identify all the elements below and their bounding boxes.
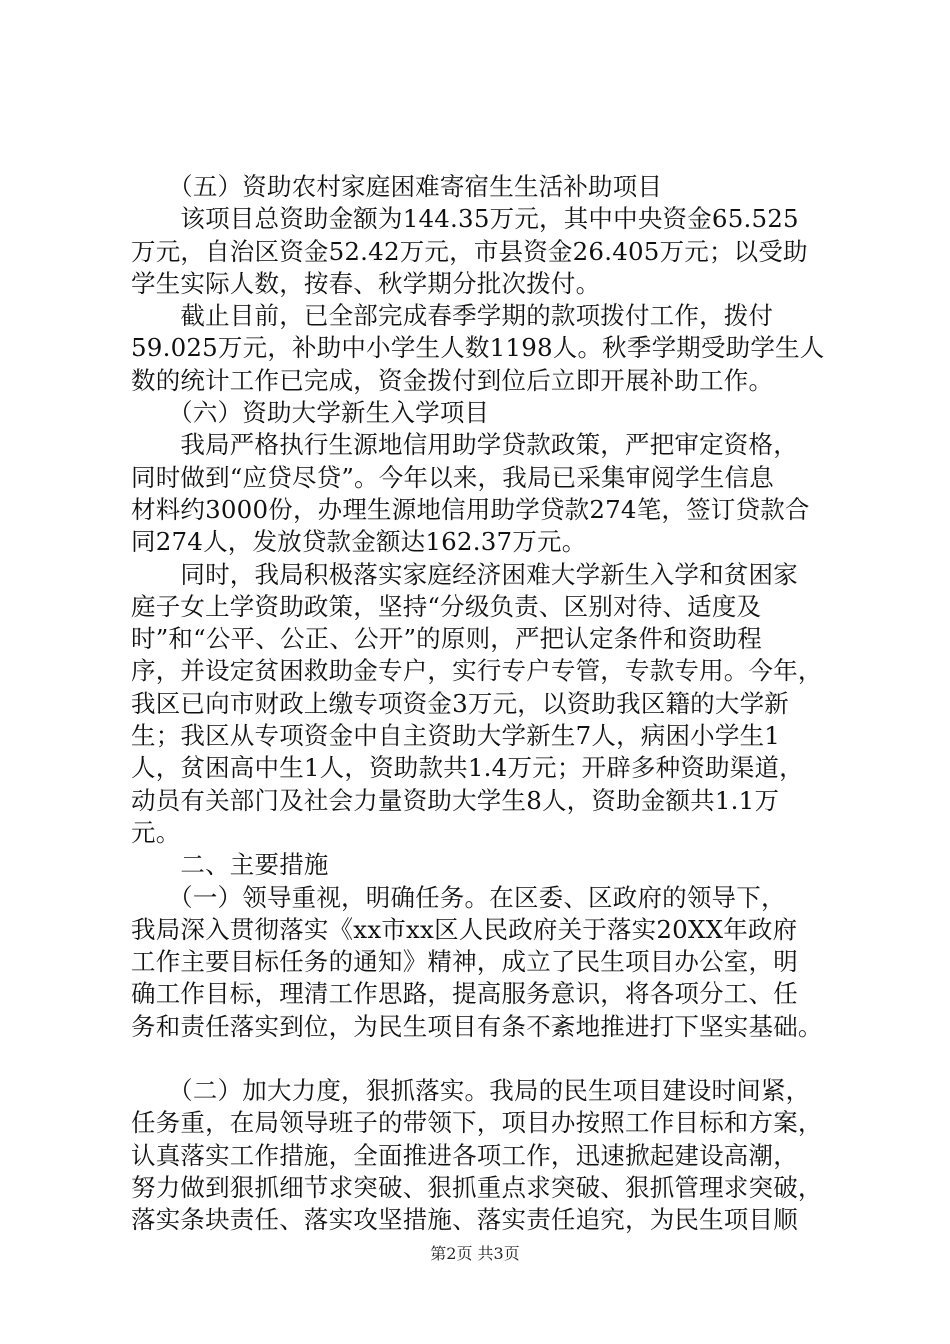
document-body: [131, 171, 853, 1237]
text-line: 我区已向市财政上缴专项资金3万元，以资助我区籍的大学新: [131, 688, 789, 718]
text-line: 生；我区从专项资金中自主资助大学新生7人，病困小学生1: [131, 721, 781, 751]
page-footer: 第2页 共3页: [430, 1244, 520, 1263]
text-line: 元。: [131, 817, 181, 847]
text-line: 序，并设定贫困救助金专户，实行专户专管，专款专用。今年，: [131, 656, 823, 686]
text-line: （一）领导重视，明确任务。在区委、区政府的领导下，: [131, 882, 786, 912]
text-line: 万元，自治区资金52.42万元，市县资金26.405万元；以受助: [131, 236, 808, 266]
paragraph-gap: [131, 1043, 853, 1075]
text-line: 学生实际人数，按春、秋学期分批次拨付。: [131, 268, 601, 298]
text-line: 材料约3000份，办理生源地信用助学贷款274笔，签订贷款合: [131, 494, 810, 524]
text-line: 确工作目标，理清工作思路，提高服务意识，将各项分工、任: [131, 979, 798, 1009]
text-line: 务和责任落实到位，为民生项目有条不紊地推进打下坚实基础。: [131, 1011, 823, 1041]
text-line: 该项目总资助金额为144.35万元，其中中央资金65.525: [131, 204, 799, 234]
text-line: （五）资助农村家庭困难寄宿生生活补助项目: [131, 172, 663, 201]
text-line: 我局深入贯彻落实《xx市xx区人民政府关于落实20XX年政府: [131, 914, 798, 944]
text-line: 我局严格执行生源地信用助学贷款政策，严把审定资格，: [131, 430, 798, 460]
text-line: 工作主要目标任务的通知》精神，成立了民生项目办公室，明: [131, 947, 798, 977]
text-line: 59.025万元，补助中小学生人数1198人。秋季学期受助学生人: [131, 333, 825, 363]
text-line: 同时，我局积极落实家庭经济困难大学新生入学和贫困家: [131, 559, 798, 589]
text-line: 二、主要措施: [131, 850, 329, 880]
text-line: 数的统计工作已完成，资金拨付到位后立即开展补助工作。: [131, 365, 774, 395]
text-line: （六）资助大学新生入学项目: [131, 398, 490, 428]
text-line: 时”和“公平、公正、公开”的原则，严把认定条件和资助程: [131, 624, 762, 654]
text-line: 人，贫困高中生1人，资助款共1.4万元；开辟多种资助渠道，: [131, 753, 804, 783]
text-line: （二）加大力度，狠抓落实。我局的民生项目建设时间紧，: [131, 1076, 811, 1106]
text-line: 庭子女上学资助政策，坚持“分级负责、区别对待、适度及: [131, 591, 762, 621]
text-line: 任务重，在局领导班子的带领下，项目办按照工作目标和方案，: [131, 1108, 823, 1138]
text-line: 努力做到狠抓细节求突破、狠抓重点求突破、狠抓管理求突破，: [131, 1172, 823, 1202]
text-line: 同时做到“应贷尽贷”。今年以来，我局已采集审阅学生信息: [131, 462, 774, 492]
text-line: 动员有关部门及社会力量资助大学生8人，资助金额共1.1万: [131, 785, 780, 815]
text-line: 截止目前，已全部完成春季学期的款项拨付工作，拨付: [131, 301, 774, 331]
text-line: 认真落实工作措施，全面推进各项工作，迅速掀起建设高潮，: [131, 1140, 798, 1170]
text-line: 同274人，发放贷款金额达162.37万元。: [131, 527, 587, 557]
text-line: 落实条块责任、落实攻坚措施、落实责任追究，为民生项目顺: [131, 1205, 798, 1235]
